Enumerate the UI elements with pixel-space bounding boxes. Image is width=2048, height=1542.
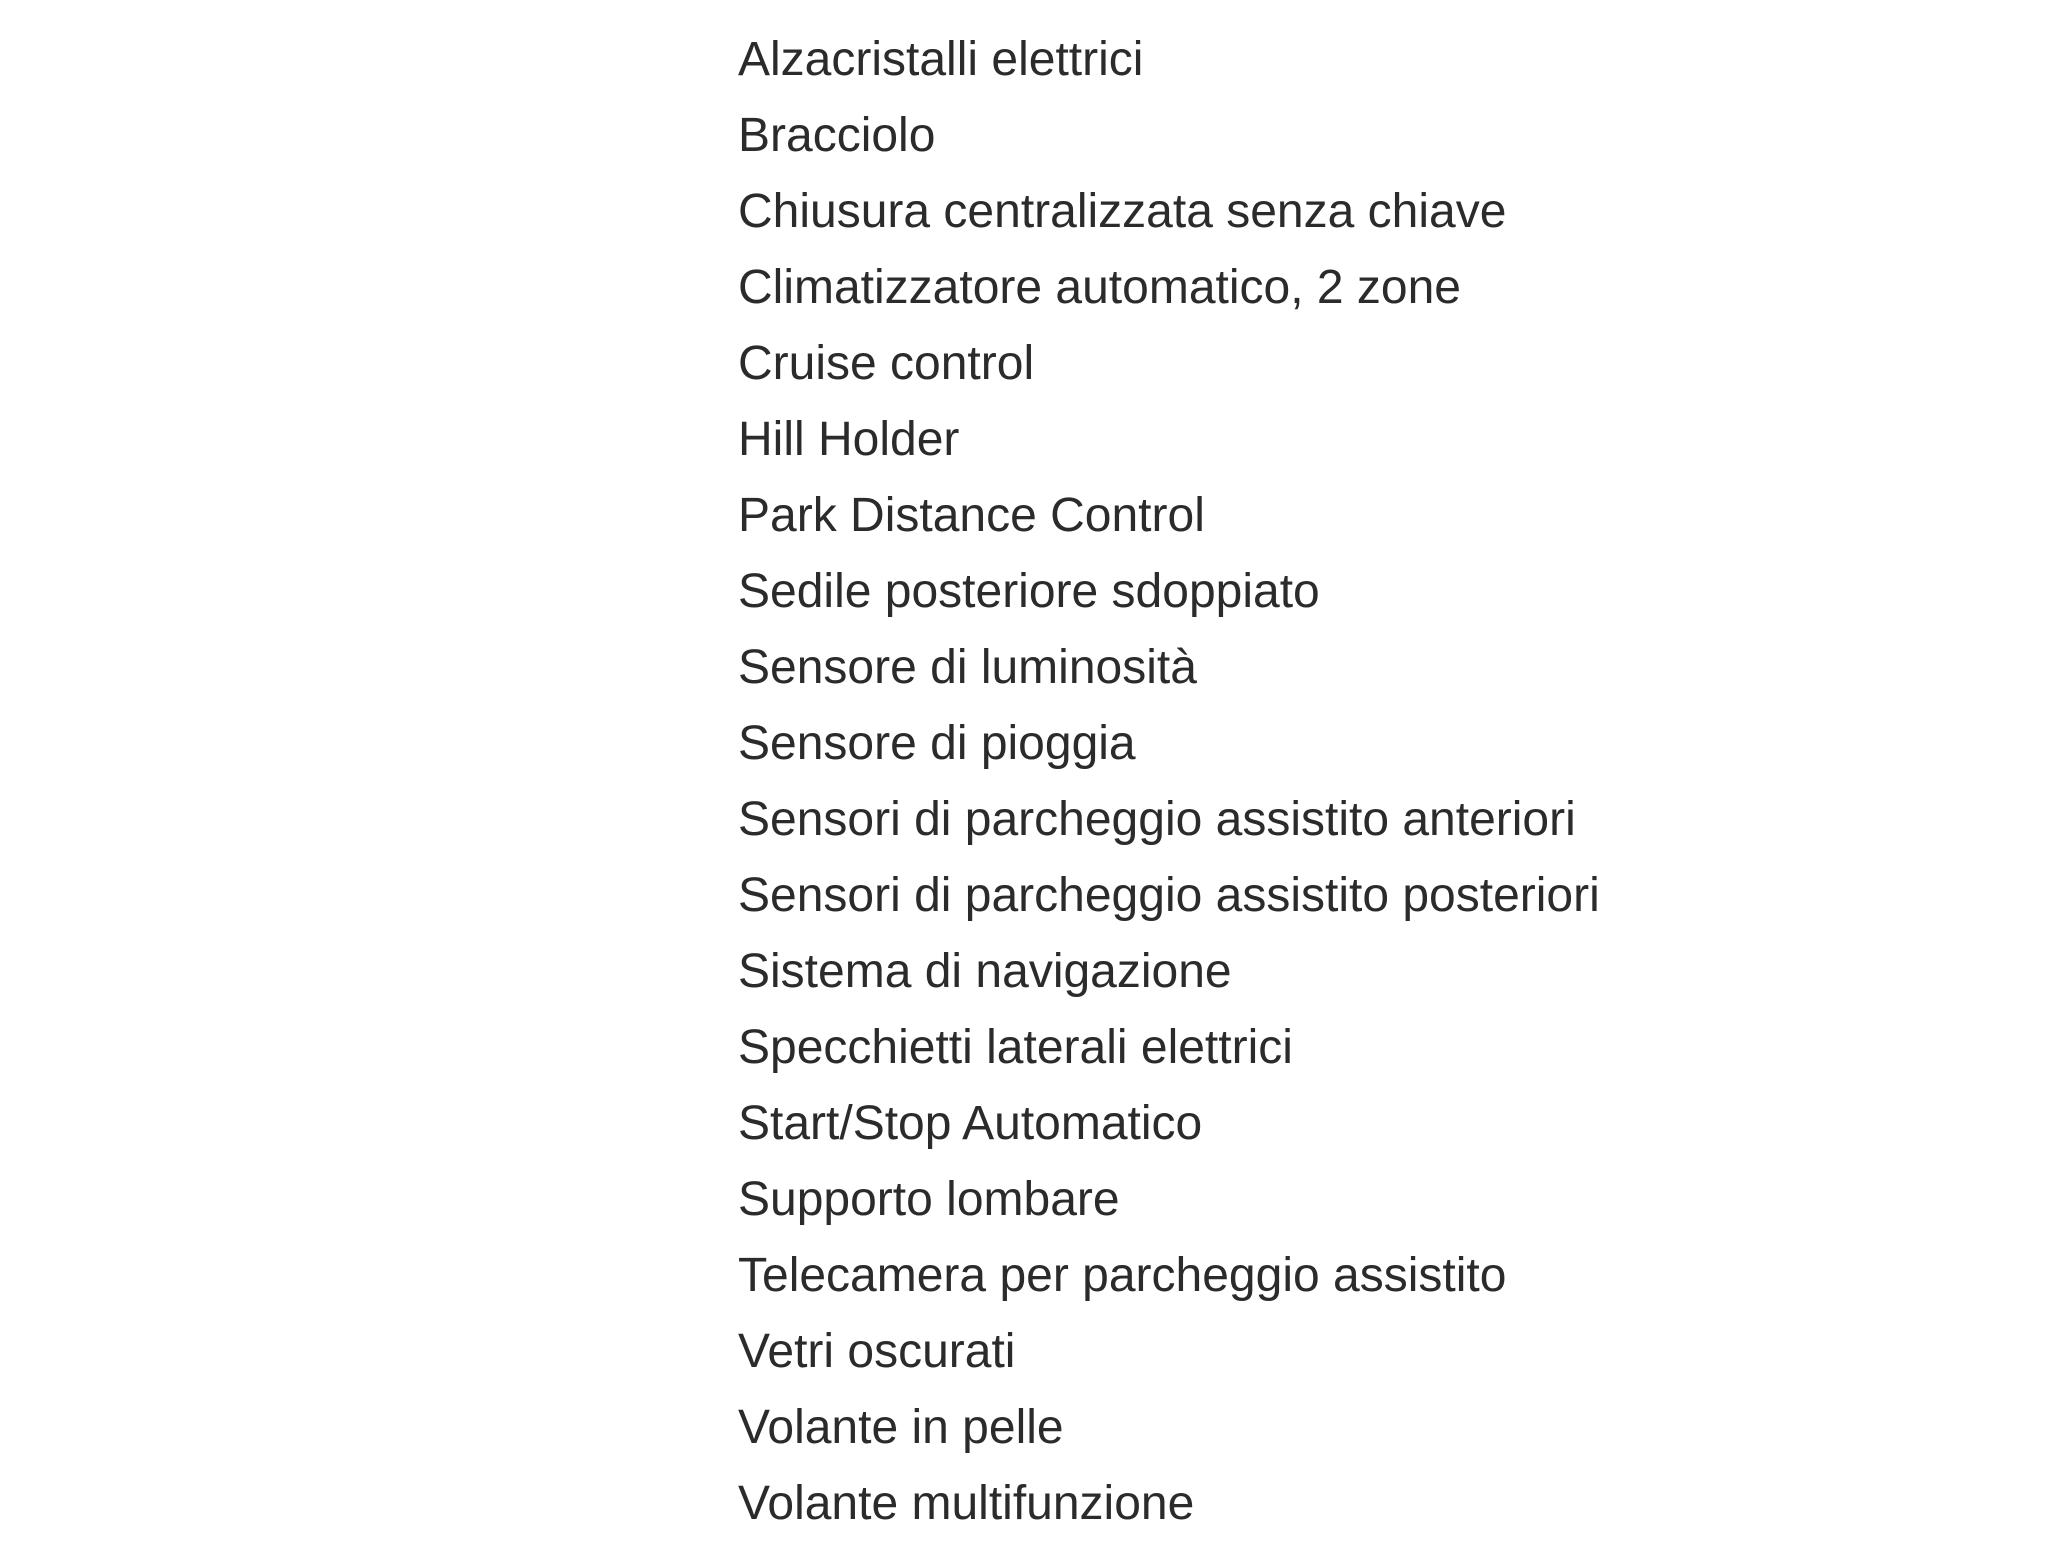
list-item: Climatizzatore automatico, 2 zone — [738, 261, 1461, 314]
list-item: Vetri oscurati — [738, 1325, 1016, 1378]
list-item: Telecamera per parcheggio assistito — [738, 1249, 1507, 1302]
list-item: Sensore di luminosità — [738, 641, 1197, 694]
list-item: Hill Holder — [738, 413, 960, 466]
list-item: Start/Stop Automatico — [738, 1097, 1203, 1150]
list-item: Alzacristalli elettrici — [738, 33, 1144, 86]
list-item: Chiusura centralizzata senza chiave — [738, 185, 1507, 238]
list-item: Sistema di navigazione — [738, 945, 1232, 998]
list-item: Sensore di pioggia — [738, 717, 1136, 770]
list-item: Sensori di parcheggio assistito posteriori — [738, 869, 1600, 922]
feature-list — [738, 22, 1600, 1542]
list-item: Sensori di parcheggio assistito anteriori — [738, 793, 1576, 846]
list-item: Park Distance Control — [738, 489, 1205, 542]
list-item: Supporto lombare — [738, 1173, 1120, 1226]
list-item: Sedile posteriore sdoppiato — [738, 565, 1320, 618]
list-item: Cruise control — [738, 337, 1035, 390]
list-item: Specchietti laterali elettrici — [738, 1021, 1293, 1074]
list-item: Bracciolo — [738, 109, 936, 162]
list-item: Volante in pelle — [738, 1401, 1064, 1454]
list-item: Volante multifunzione — [738, 1477, 1195, 1530]
